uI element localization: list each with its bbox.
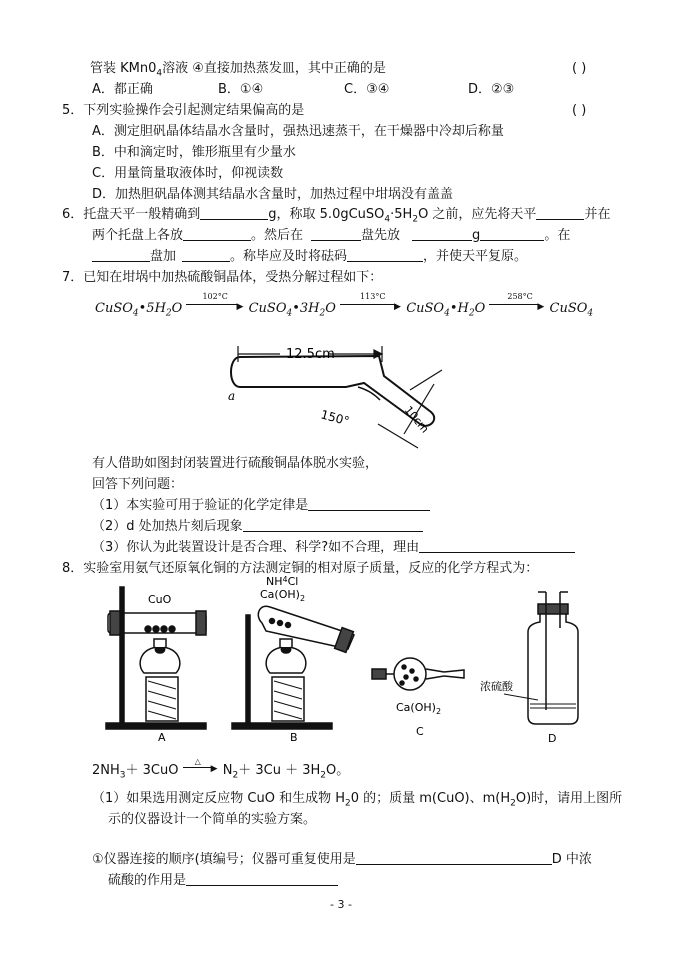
q4-option-a: A．都正确	[92, 82, 153, 97]
q4-option-d: D．②③	[468, 82, 515, 97]
q8-answer-1-line-2: 硫酸的作用是	[108, 872, 338, 889]
q5-answer-paren: ( )	[572, 103, 587, 118]
blank[interactable]	[182, 248, 230, 262]
label-c: C	[416, 725, 424, 738]
apparatus-c	[372, 655, 482, 745]
q5-option-b: B．中和滴定时，锥形瓶里有少量水	[92, 145, 296, 160]
blank[interactable]	[419, 539, 575, 553]
arrow-102: 102°C ▶	[186, 298, 244, 312]
fig-len2: 10cm	[401, 403, 432, 436]
blank[interactable]	[186, 872, 338, 886]
fig-point-a: a	[228, 389, 236, 403]
label-caoh2-c: $Ca(OH)_2$	[396, 701, 442, 716]
blank[interactable]	[311, 227, 361, 241]
q7-sub-3: （3）你认为此装置设计是否合理、科学?如不合理，理由	[92, 539, 575, 556]
blank[interactable]	[412, 227, 472, 241]
q7-sub-1: （1）本实验可用于验证的化学定律是	[92, 497, 430, 514]
blank[interactable]	[92, 248, 150, 262]
q8-sub-1: （1）如果选用测定反应物 CuO 和生成物 $H_20$ 的；质量 m(CuO)、$m(H_2O)$时，请用上图所	[92, 791, 623, 809]
q7-stem: 7．已知在坩埚中加热硫酸铜晶体，受热分解过程如下：	[62, 270, 383, 285]
q7-intro-2: 回答下列问题：	[92, 477, 184, 492]
label-conc-h2so4: 浓硫酸	[480, 680, 513, 693]
q5-option-a: A．测定胆矾晶体结晶水含量时，强热迅速蒸干，在干燥器中冷却后称量	[92, 124, 504, 139]
arrow-258: 258°C ▶	[489, 298, 545, 312]
q8-answer-1: ①仪器连接的顺序(填编号；仪器可重复使用是 D 中浓	[92, 852, 592, 867]
blank[interactable]	[183, 227, 251, 241]
apparatus-b	[226, 575, 376, 744]
arrow-113: 113°C ▶	[340, 298, 402, 312]
q6-line-2: 两个托盘上各放 。然后在 盘先放 g 。在	[92, 228, 571, 243]
label-a: A	[158, 731, 166, 744]
q5-option-c: C．用量筒量取液体时，仰视读数	[92, 166, 284, 181]
blank[interactable]	[536, 206, 584, 220]
apparatus-a	[100, 585, 220, 744]
label-cuo: CuO	[148, 593, 172, 606]
bent-tube-figure	[228, 332, 488, 452]
apparatus-d	[480, 592, 598, 745]
q4-option-b: B．①④	[218, 82, 264, 97]
blank[interactable]	[200, 206, 268, 220]
q6-line-1: 6．托盘天平一般精确到 g，称取 $5.0gCuSO_4\cdot 5H_2O$ 之前，应先将天平 并在	[62, 207, 611, 225]
q4-continuation: 管装 $KMn0_4$溶液 ④直接加热蒸发皿，其中正确的是	[90, 61, 386, 79]
blank[interactable]	[356, 851, 552, 865]
fig-len1: 12.5cm	[286, 347, 335, 362]
blank[interactable]	[308, 497, 430, 511]
q5-option-d: D．加热胆矾晶体测其结晶水含量时，加热过程中坩埚没有盖盖	[92, 187, 454, 202]
label-b: B	[290, 731, 298, 744]
q6-line-3: 盘加 。称毕应及时将砝码 ，并使天平复原。	[92, 248, 527, 265]
label-nh4cl: $NH^4Cl$	[266, 575, 299, 588]
label-caoh2-b: $Ca(OH)_2$	[260, 588, 306, 603]
blank[interactable]	[347, 248, 423, 262]
fig-angle: 150°	[319, 407, 351, 429]
q8-equation: $2NH_3+ 3CuO$ △ ▶ $N_2+ 3Cu + 3H_2O$。	[92, 757, 350, 781]
q5-stem: 5．下列实验操作会引起测定结果偏高的是	[62, 103, 305, 118]
q8-stem: 8．实验室用氨气还原氧化铜的方法测定铜的相对原子质量，反应的化学方程式为：	[62, 561, 539, 576]
q7-sub-2: （2）d 处加热片刻后现象	[92, 518, 423, 535]
blank[interactable]	[480, 227, 544, 241]
q8-sub-1-line-2: 示的仪器设计一个简单的实验方案。	[108, 812, 317, 827]
page-number: - 3 -	[330, 898, 352, 911]
blank[interactable]	[243, 518, 423, 532]
q7-equation: $CuSO_4•5H_2O$ 102°C ▶ $CuSO_4•3H_2O$ 113°C ▶ $CuSO_4•H_2O$ 258°C ▶ CuSO$_4$	[95, 292, 594, 319]
q4-answer-paren: ( )	[572, 61, 587, 76]
label-d: D	[548, 732, 557, 745]
q4-option-c: C．③④	[344, 82, 390, 97]
heat-arrow: △ ▶	[183, 760, 219, 774]
q7-intro-1: 有人借助如图封闭装置进行硫酸铜晶体脱水实验，	[92, 456, 379, 471]
